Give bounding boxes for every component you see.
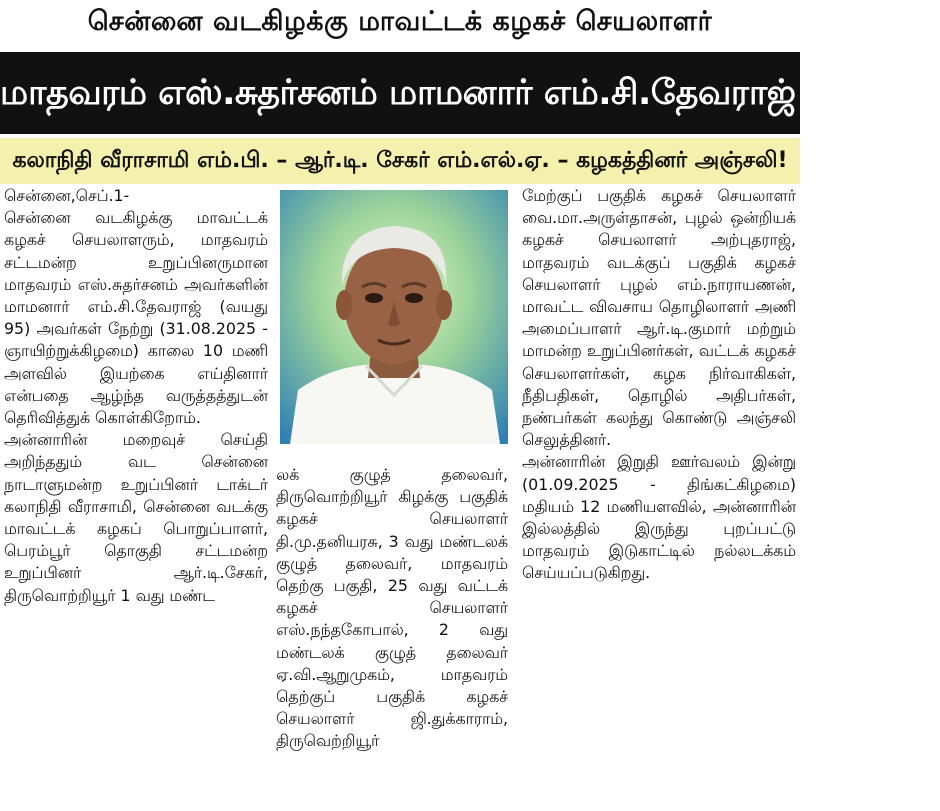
kicker-headline: சென்னை வடகிழக்கு மாவட்டக் கழகச் செயலாளர் [87, 6, 713, 37]
main-headline: மாதவரம் எஸ்.சுதர்சனம் மாமனார் எம்.சி.தேவராஜ் மறைவு! [0, 52, 800, 134]
subheadline: கலாநிதி வீராசாமி எம்.பி. – ஆர்.டி. சேகர் எம்.எல்.ஏ. – கழகத்தினர் அஞ்சலி! [0, 138, 800, 184]
portrait-illustration [280, 190, 508, 444]
article-column-3: மேற்குப் பகுதிக் கழகச் செயலாளர் வை.மா.அருள்தாசன், புழல் ஒன்றியக் கழகச் செயலாளர் அற்புதராஜ், மாதவரம் வடக்குப் பகுதிக் கழகச் செயலாளர் புழல் எம்.நாராயணன், மாவட்ட விவசாய தொழிலாளர் அணி அமைப்பாளர் ஆர்.டி.குமார் மற்றும் மாமன்ற உறுப்பினர்கள், வட்டக் கழகச் செயலாளர்கள், கழக நிர்வாகிகள், நீதிபதிகள், தொழில் அதிபர்கள், நண்பர்கள் கலந்து கொண்டு அஞ்சலி செலுத்தினர். அன்னாரின் இறுதி ஊர்வலம் இன்று (01.09.2025 - திங்கட்கிழமை) மதியம் 12 மணியளவில், அன்னாரின் இல்லத்தில் இருந்து புறப்பட்டு மாதவரம் இடுகாட்டில் நல்லடக்கம் செய்யப்படுகிறது. [522, 186, 796, 583]
article-column-2: லக் குழுத் தலைவர், திருவொற்றியூர் கிழக்கு பகுதிக் கழகச் செயலாளர் தி.மு.தனியரசு, 3 வது மண்டலக் குழுத் தலைவர், மாதவரம் தெற்கு பகுதி, 25 வது வட்டக் கழகச் செயலாளர் எஸ்.நந்தகோபால், 2 வது மண்டலக் குழுத் தலைவர் ஏ.வி.ஆறுமுகம், மாதவரம் தெற்குப் பகுதிக் கழகச் செயலாளர் ஜி.துக்காராம், திருவெற்றியூர் [276, 465, 508, 751]
portrait-photo [280, 190, 508, 444]
article-column-1: சென்னை,செப்.1- சென்னை வடகிழக்கு மாவட்டக் கழகச் செயலாளரும், மாதவரம் சட்டமன்ற உறுப்பினருமான மாதவரம் எஸ்.சுதர்சனம் அவர்களின் மாமனார் எம்.சி.தேவராஜ் (வயது 95) அவர்கள் நேற்று (31.08.2025 - ஞாயிற்றுக்கிழமை) காலை 10 மணி அளவில் இயற்கை எய்தினார் என்பதை ஆழ்ந்த வருத்தத்துடன் தெரிவித்துக் கொள்கிறோம். அன்னாரின் மறைவுச் செய்தி அறிந்ததும் வட சென்னை நாடாளுமன்ற உறுப்பினர் டாக்டர் கலாநிதி வீராசாமி, சென்னை வடக்கு மாவட்டக் கழகப் பொறுப்பாளர், பெரம்பூர் தொகுதி சட்டமன்ற உறுப்பினர் ஆர்.டி.சேகர், திருவொற்றியூர் 1 வது மண்ட [4, 186, 268, 605]
